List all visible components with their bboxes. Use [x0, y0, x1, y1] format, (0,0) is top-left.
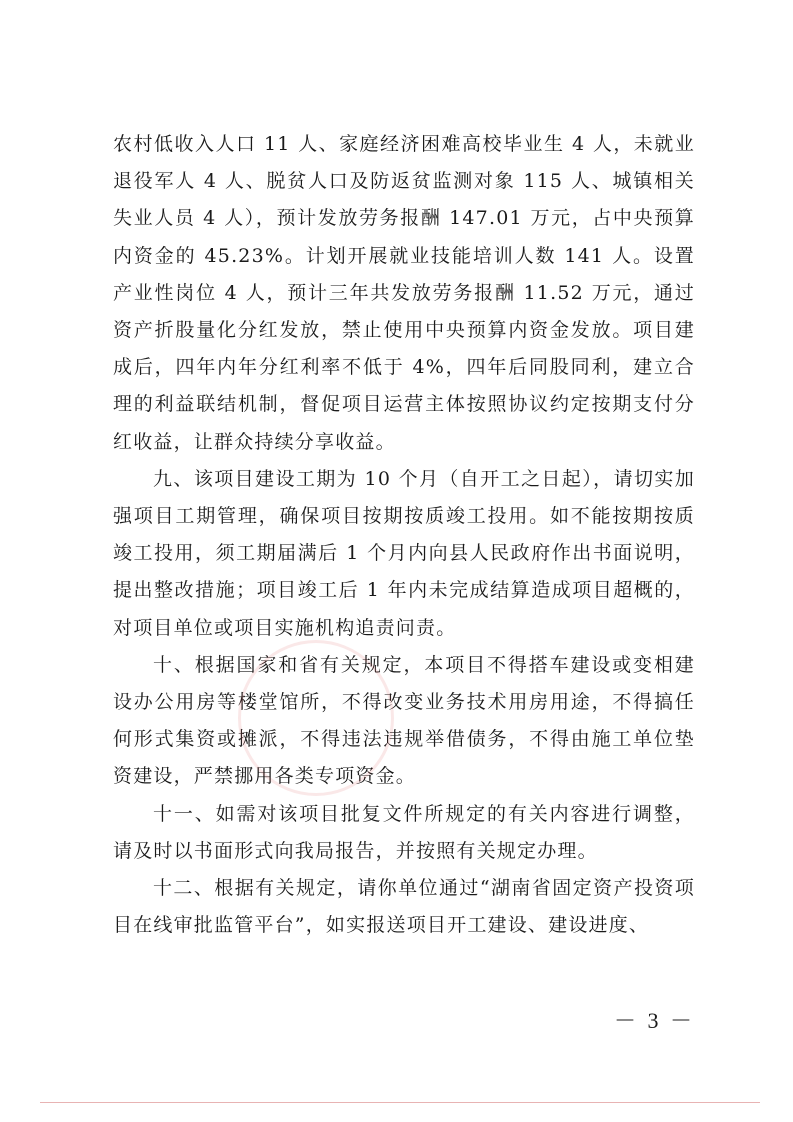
paragraph-item-11: 十一、如需对该项目批复文件所规定的有关内容进行调整，请及时以书面形式向我局报告，并按照有关规定办理。 — [113, 802, 695, 862]
page-number: － 3 － — [614, 1008, 696, 1033]
paragraph-continuation: 农村低收入人口 11 人、家庭经济困难高校毕业生 4 人，未就业退役军人 4 人、脱贫人口及防返贫监测对象 115 人、城镇相关失业人员 4 人），预计发放劳务报酬 147.01 万元，占中央预算内资金的 45.23%。计划开展就业技能培训人数 141 人。设置产业性岗位 4 人，预计三年共发放劳务报酬 11.52 万元，通过资产折股量化分红发放，禁止使用中央预算内资金发放。项目建成后，四年内年分红利率不低于 4%，四年后同股同利，建立合理的利益联结机制，督促项目运营主体按照协议约定按期支付分红收益，让群众持续分享收益。 — [113, 133, 695, 453]
paragraph-item-9: 九、该项目建设工期为 10 个月（自开工之日起），请切实加强项目工期管理，确保项目按期按质竣工投用。如不能按期按质竣工投用，须工期届满后 1 个月内向县人民政府作出书面说明，提出整改措施；项目竣工后 1 年内未完成结算造成项目超概的，对项目单位或项目实施机构追责问责。 — [113, 467, 695, 639]
paragraph-item-12: 十二、根据有关规定，请你单位通过“湖南省固定资产投资项目在线审批监管平台”，如实报送项目开工建设、建设进度、 — [113, 877, 695, 937]
body-text — [113, 126, 695, 944]
paragraph-item-10: 十、根据国家和省有关规定，本项目不得搭车建设或变相建设办公用房等楼堂馆所，不得改变业务技术用房用途，不得搞任何形式集资或摊派，不得违法违规举借债务，不得由施工单位垫资建设，严禁挪用各类专项资金。 — [113, 653, 695, 788]
bottom-divider — [40, 1102, 760, 1103]
